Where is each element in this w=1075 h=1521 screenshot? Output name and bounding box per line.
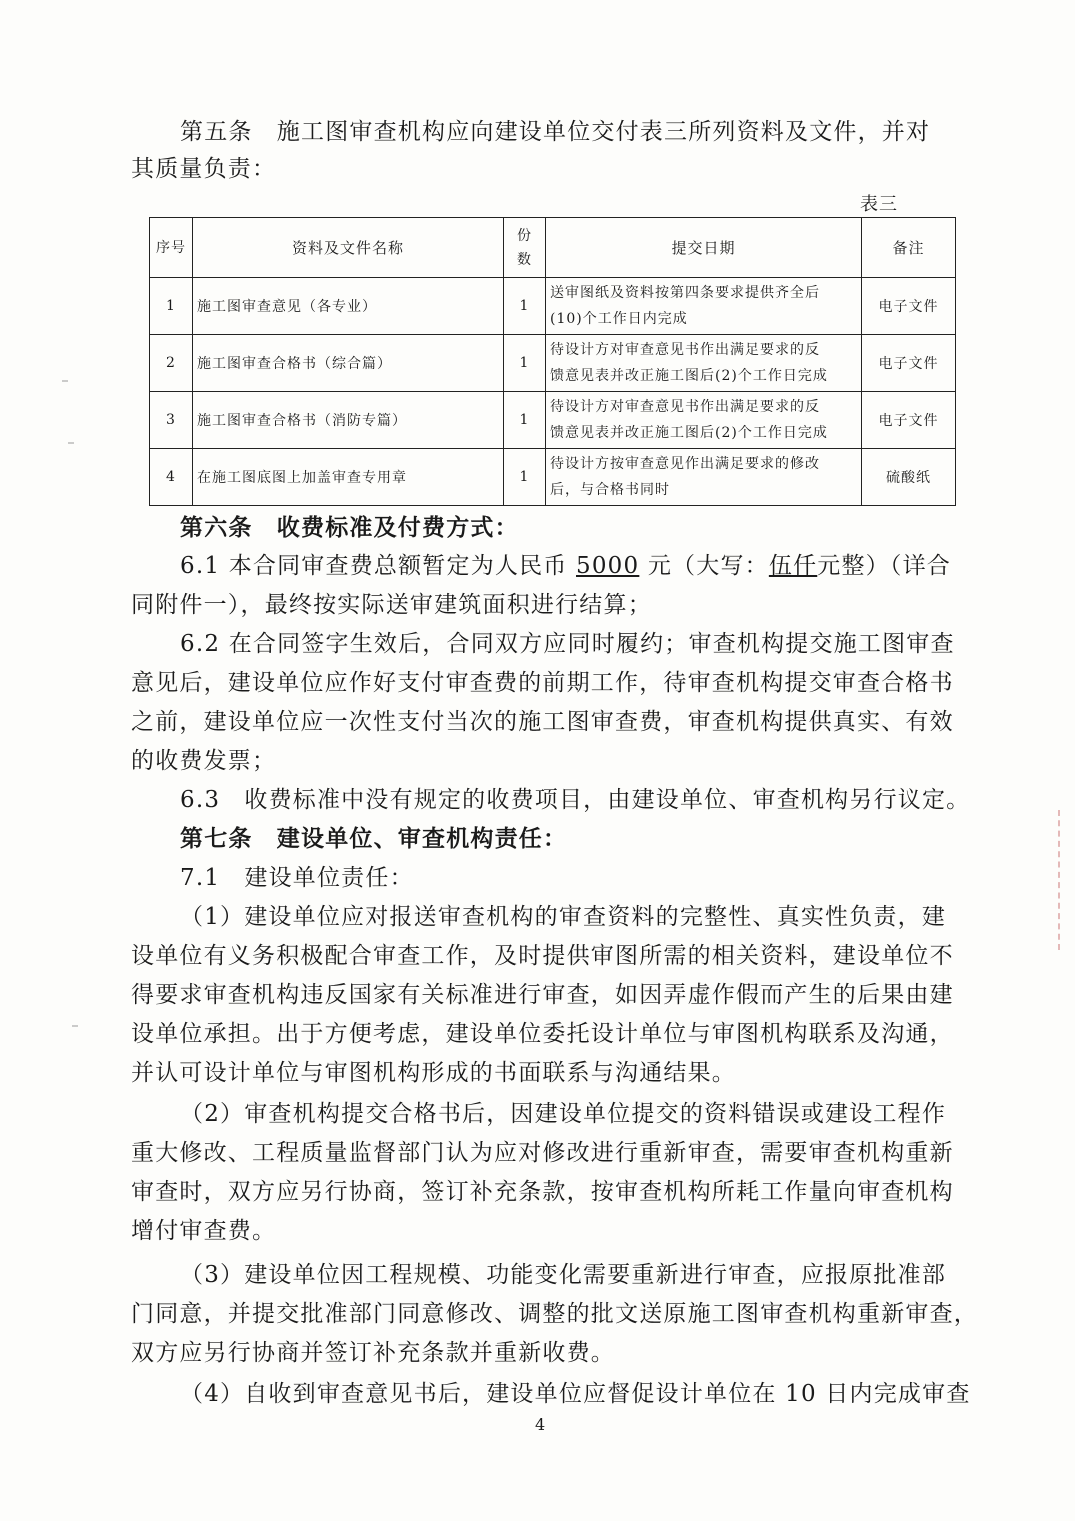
table-header-row	[150, 218, 956, 278]
table-caption: 表三	[860, 194, 898, 215]
fee-amount-chinese: 伍仟	[768, 553, 818, 579]
item1-line1: （1）建设单位应对报送审查机构的审查资料的完整性、真实性负责，建	[180, 904, 947, 930]
item2-line2: 重大修改、工程质量监督部门认为应对修改进行重新审查，需要审查机构重新	[131, 1140, 954, 1166]
cell-date-line2: 后，与合格书同时	[550, 482, 670, 498]
cell-date	[546, 392, 862, 449]
item2-line4: 增付审查费。	[131, 1218, 277, 1244]
item3-line1: （3）建设单位因工程规模、功能变化需要重新进行审查，应报原批准部	[180, 1262, 947, 1288]
cell-date-line2: 馈意见表并改正施工图后(2)个工作日完成	[550, 425, 828, 441]
cell-date-line1: 送审图纸及资料按第四条要求提供齐全后	[550, 285, 820, 301]
cell-copies: 1	[504, 335, 546, 392]
fee-amount: 5000	[576, 553, 640, 579]
cell-name: 施工图审查合格书（综合篇）	[193, 335, 504, 392]
cell-no: 4	[150, 449, 193, 506]
clause-6-2-line4: 的收费发票；	[131, 748, 277, 774]
clause-6-1-text-c: 元整）（详合	[817, 553, 951, 579]
deliverables-table	[149, 217, 956, 506]
cell-name: 在施工图底图上加盖审查专用章	[193, 449, 504, 506]
cell-note: 电子文件	[862, 335, 956, 392]
item1-line4: 设单位承担。出于方便考虑，建设单位委托设计单位与审图机构联系及沟通，	[131, 1021, 954, 1047]
clause-6-3: 6.3 收费标准中没有规定的收费项目，由建设单位、审查机构另行议定。	[180, 787, 971, 813]
table-row	[150, 449, 956, 506]
clause-6-2-line3: 之前，建设单位应一次性支付当次的施工图审查费，审查机构提供真实、有效	[131, 709, 954, 735]
table-row	[150, 335, 956, 392]
article5-line1: 第五条 施工图审查机构应向建设单位交付表三所列资料及文件，并对	[180, 119, 931, 145]
cell-date-line2: 馈意见表并改正施工图后(2)个工作日完成	[550, 368, 828, 384]
section-7-1: 7.1 建设单位责任：	[180, 865, 414, 891]
article5-line2: 其质量负责：	[131, 156, 277, 182]
cell-copies: 1	[504, 278, 546, 335]
cell-date	[546, 449, 862, 506]
header-copies: 份数	[504, 218, 546, 278]
item4-line1: （4）自收到审查意见书后，建设单位应督促设计单位在 10 日内完成审查	[180, 1381, 971, 1407]
clause-6-1-text-b: 元（大写：	[639, 553, 769, 579]
header-no: 序号	[150, 218, 193, 278]
item2-line3: 审查时，双方应另行协商，签订补充条款，按审查机构所耗工作量向审查机构	[131, 1179, 954, 1205]
scan-speck	[62, 380, 68, 382]
cell-date-line1: 待设计方对审查意见书作出满足要求的反	[550, 399, 820, 415]
cell-name: 施工图审查意见（各专业）	[193, 278, 504, 335]
clause-6-1	[180, 547, 951, 580]
item3-line3: 双方应另行协商并签订补充条款并重新收费。	[131, 1340, 615, 1366]
item3-line2: 门同意，并提交批准部门同意修改、调整的批文送原施工图审查机构重新审查，	[131, 1301, 978, 1327]
cell-date	[546, 278, 862, 335]
article7-title: 第七条 建设单位、审查机构责任：	[180, 825, 568, 852]
clause-6-1-text-a: 6.1 本合同审查费总额暂定为人民币	[180, 553, 576, 579]
item1-line2: 设单位有义务积极配合审查工作，及时提供审图所需的相关资料，建设单位不	[131, 943, 954, 969]
cell-name: 施工图审查合格书（消防专篇）	[193, 392, 504, 449]
cell-no: 1	[150, 278, 193, 335]
cell-no: 2	[150, 335, 193, 392]
header-note: 备注	[862, 218, 956, 278]
cell-date-line2: (10)个工作日内完成	[550, 311, 688, 327]
cell-note: 电子文件	[862, 278, 956, 335]
article6-title: 第六条 收费标准及付费方式：	[180, 514, 519, 541]
header-date: 提交日期	[546, 218, 862, 278]
scan-speck	[68, 442, 74, 444]
cell-copies: 1	[504, 449, 546, 506]
item1-line5: 并认可设计单位与审图机构形成的书面联系与沟通结果。	[131, 1060, 736, 1086]
clause-6-2-line2: 意见后，建设单位应作好支付审查费的前期工作，待审查机构提交审查合格书	[131, 670, 954, 696]
cell-date	[546, 335, 862, 392]
table-row	[150, 392, 956, 449]
clause-6-2-line1: 6.2 在合同签字生效后，合同双方应同时履约；审查机构提交施工图审查	[180, 631, 955, 657]
cell-date-line1: 待设计方对审查意见书作出满足要求的反	[550, 342, 820, 358]
item2-line1: （2）审查机构提交合格书后，因建设单位提交的资料错误或建设工程作	[180, 1101, 947, 1127]
cell-note: 硫酸纸	[862, 449, 956, 506]
cell-date-line1: 待设计方按审查意见作出满足要求的修改	[550, 456, 820, 472]
cell-no: 3	[150, 392, 193, 449]
cell-note: 电子文件	[862, 392, 956, 449]
header-name: 资料及文件名称	[193, 218, 504, 278]
clause-6-1-line2: 同附件一），最终按实际送审建筑面积进行结算；	[131, 592, 652, 618]
page-number: 4	[535, 1415, 546, 1434]
cell-copies: 1	[504, 392, 546, 449]
scan-speck	[72, 1025, 78, 1027]
table-row	[150, 278, 956, 335]
seal-edge-mark	[1058, 810, 1066, 950]
item1-line3: 得要求审查机构违反国家有关标准进行审查，如因弄虚作假而产生的后果由建	[131, 982, 954, 1008]
